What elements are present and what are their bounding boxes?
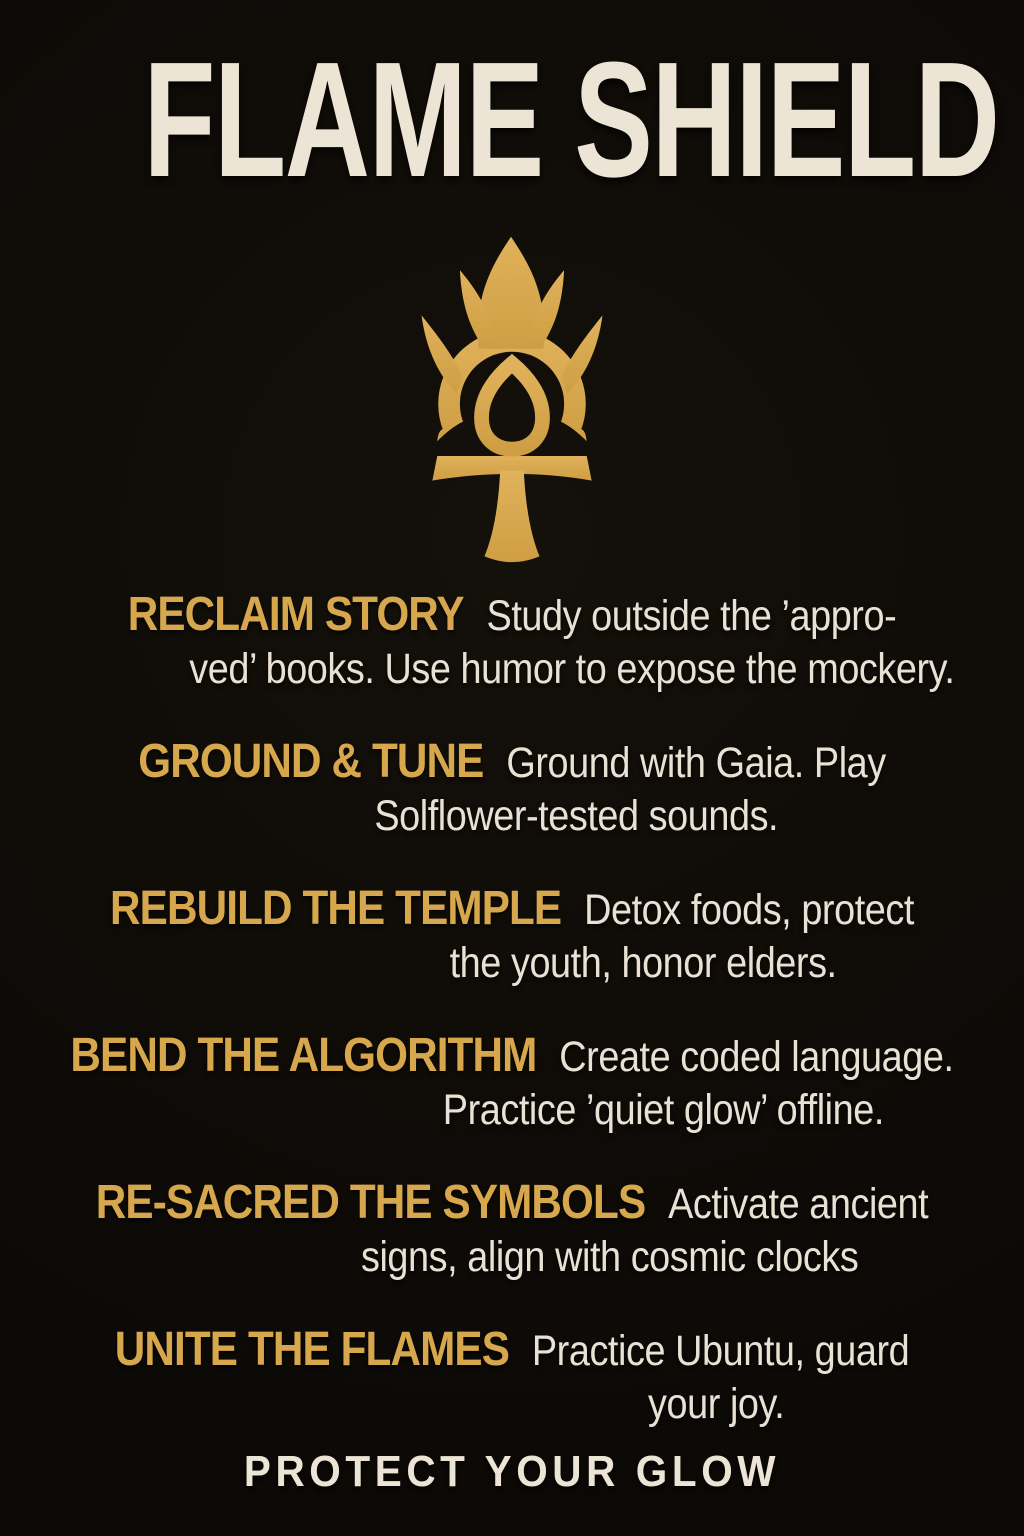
section-reclaim-story bbox=[61, 588, 962, 696]
section-heading: GROUND & TUNE bbox=[138, 735, 484, 788]
section-body-line1: Detox foods, protect bbox=[584, 886, 914, 934]
section-line1 bbox=[95, 1176, 929, 1229]
section-heading: UNITE THE FLAMES bbox=[114, 1323, 510, 1376]
section-rebuild-temple bbox=[61, 882, 962, 990]
poster-title: FLAME SHIELD bbox=[143, 28, 999, 211]
section-line1 bbox=[138, 735, 886, 788]
section-body-line1: Create coded language. bbox=[559, 1033, 954, 1081]
section-ground-tune bbox=[61, 735, 962, 843]
section-body-line1: Study outside the ’appro- bbox=[486, 592, 897, 640]
footer-tagline: PROTECT YOUR GLOW bbox=[243, 1447, 781, 1496]
section-resacred-symbols bbox=[61, 1176, 962, 1284]
section-body-line2: the youth, honor elders. bbox=[449, 939, 837, 987]
flaming-ankh-icon bbox=[394, 226, 630, 566]
section-body-line1: Practice Ubuntu, guard bbox=[531, 1327, 910, 1375]
section-body-line2: Solflower-tested sounds. bbox=[374, 792, 779, 840]
section-body-line1: Activate ancient bbox=[668, 1180, 929, 1228]
section-heading: REBUILD THE TEMPLE bbox=[110, 882, 562, 935]
section-heading: RECLAIM STORY bbox=[127, 588, 464, 641]
section-heading: BEND THE ALGORITHM bbox=[70, 1029, 537, 1082]
section-line1 bbox=[70, 1029, 954, 1082]
section-line1 bbox=[110, 882, 914, 935]
section-heading: RE-SACRED THE SYMBOLS bbox=[95, 1176, 646, 1229]
section-line1 bbox=[127, 588, 897, 641]
section-body-line2: Practice ’quiet glow’ offline. bbox=[442, 1086, 884, 1134]
section-body-line2: signs, align with cosmic clocks bbox=[360, 1233, 859, 1281]
section-line1 bbox=[114, 1323, 910, 1376]
sections-list bbox=[61, 588, 962, 1470]
section-unite-flames bbox=[61, 1323, 962, 1431]
section-body-line2: your joy. bbox=[648, 1380, 785, 1428]
section-body-line2: ved’ books. Use humor to expose the mockery. bbox=[189, 645, 955, 693]
section-body-line1: Ground with Gaia. Play bbox=[506, 739, 886, 787]
section-bend-algorithm bbox=[61, 1029, 962, 1137]
